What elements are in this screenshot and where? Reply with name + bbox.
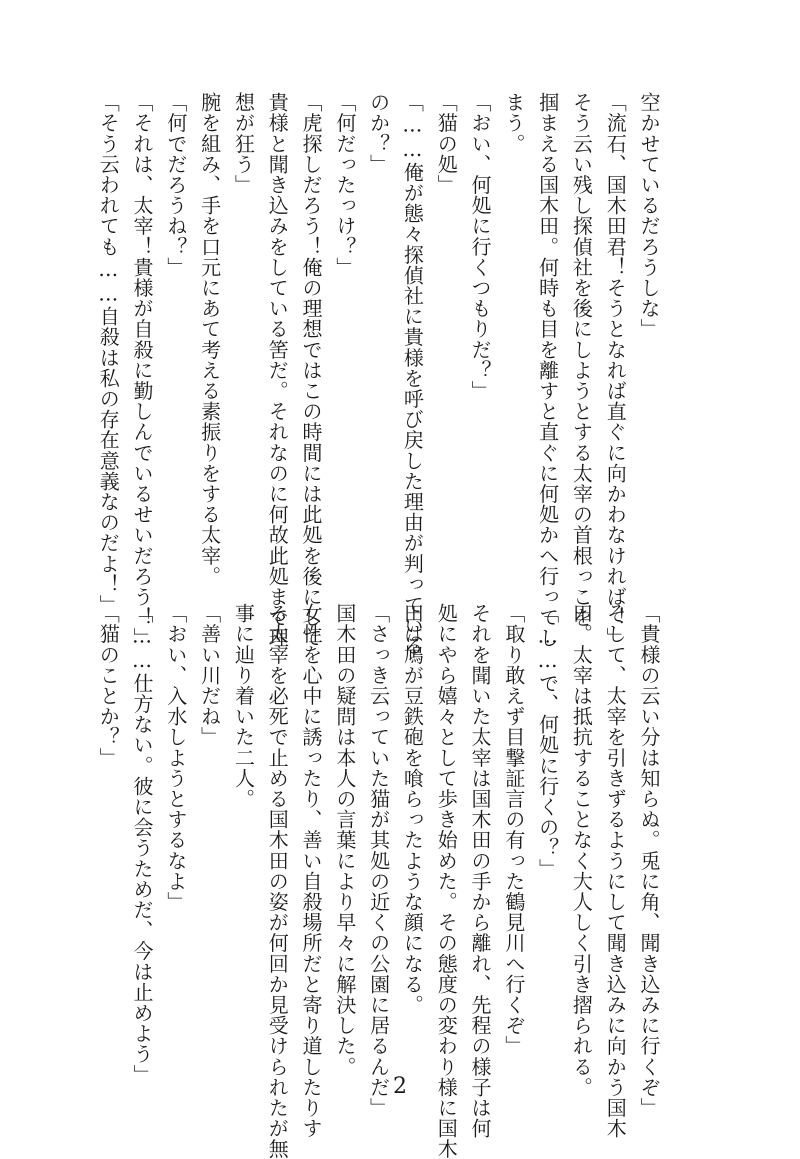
text-line: 「取り敢えず目撃証言の有った鶴見川へ行くぞ」 <box>501 603 526 1057</box>
text-line: 「善い川だね」 <box>197 603 222 748</box>
text-line: 田は鳩が豆鉄砲を喰らったような顔になる。 <box>400 603 425 1015</box>
text-line: 「貴様の云い分は知らぬ。兎に角、聞き込みに行くぞ」 <box>637 603 661 1118</box>
text-line: 「……俺が態々探偵社に貴様を呼び戻した理由が判っている <box>400 92 425 657</box>
text-line: 想が狂う」 <box>231 92 256 195</box>
text-line: 「虎探しだろう！俺の理想ではこの時間には此処を後にして <box>299 92 324 649</box>
text-line: 事に辿り着いた二人。 <box>231 603 256 809</box>
text-line: 国木田の疑問は本人の言葉により早々に解決した。 <box>332 603 357 1077</box>
text-line: 「それは、太宰！貴様が自殺に勤しんでいるせいだろう！」 <box>130 92 155 649</box>
text-line: 空かせているだろうしな」 <box>637 92 661 340</box>
text-line: 「おい、何処に行くつもりだ？」 <box>468 92 493 401</box>
text-line: 「おい、入水しようとするなよ」 <box>163 603 188 912</box>
text-line: 処にやら嬉々として歩き始めた。その態度の変わり様に国木 <box>434 603 459 1159</box>
text-line: そして、太宰を引きずるようにして聞き込みに向かう国木 <box>603 603 628 1139</box>
text-line: 「流石、国木田君！そうとなれば直ぐに向かわなければ！」 <box>603 92 628 649</box>
text-line: 貴様と聞き込みをしている筈だ。それなのに何故此処まで理 <box>265 92 290 649</box>
text-line: 「……で、何処に行くの？」 <box>535 603 560 879</box>
text-line: 田。太宰は抵抗することなく大人しく引き摺られる。 <box>569 603 594 1098</box>
text-line: 掴まえる国木田。何時も目を離すと直ぐに何処かへ行ってし <box>535 92 560 649</box>
text-line: 「……仕方ない。彼に会うためだ、今は止めよう」 <box>130 603 155 1085</box>
upper-text-column <box>65 92 665 657</box>
page-number: 2 <box>393 1074 407 1099</box>
lower-text-column <box>65 603 665 1159</box>
text-line: まう。 <box>501 92 526 154</box>
text-line: 女性を心中に誘ったり、善い自殺場所だと寄り道したりす <box>299 603 324 1139</box>
text-line: 「猫の処」 <box>434 92 459 195</box>
text-line: る太宰を必死で止める国木田の姿が何回か見受けられたが無 <box>265 603 290 1159</box>
text-line: 「猫のことか？」 <box>96 603 121 768</box>
text-line: 「そう云われても……自殺は私の存在意義なのだよ！」 <box>96 92 121 615</box>
text-line: 「何だったっけ？」 <box>332 92 357 278</box>
text-line: 「さっき云っていた猫が其処の近くの公園に居るんだ」 <box>366 603 391 1118</box>
text-line: 「何でだろうね？」 <box>163 92 188 278</box>
text-line: のか？」 <box>366 92 391 175</box>
text-line: 腕を組み、手を口元にあて考える素振りをする太宰。 <box>197 92 222 587</box>
text-line: それを聞いた太宰は国木田の手から離れ、先程の様子は何 <box>468 603 493 1139</box>
text-line: そう云い残し探偵社を後にしようとする太宰の首根っこを <box>569 92 594 628</box>
